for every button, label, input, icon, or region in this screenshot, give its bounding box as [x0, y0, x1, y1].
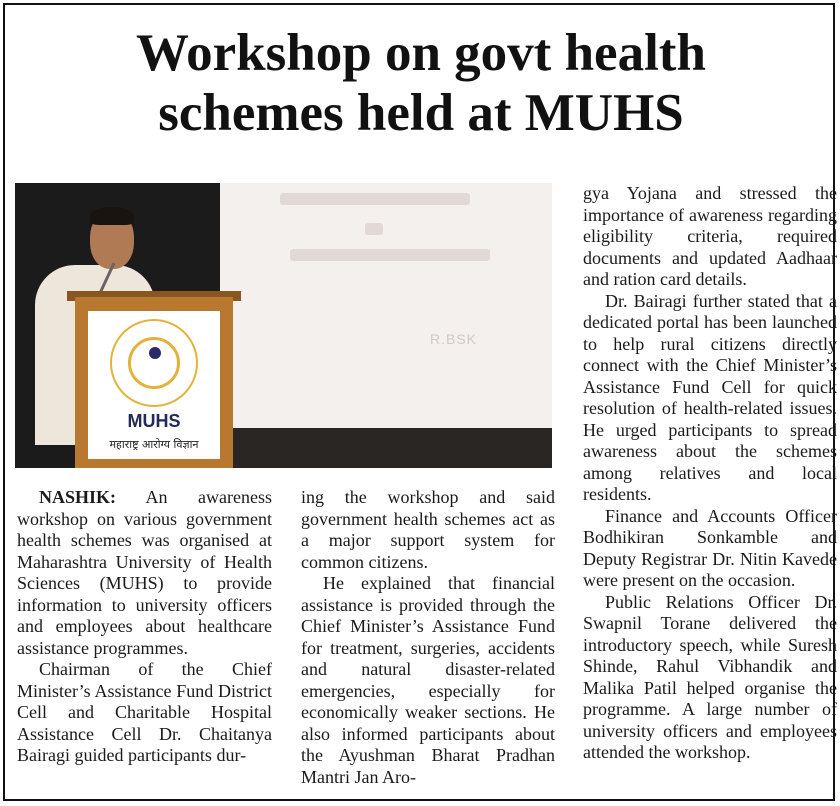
column-1 [17, 487, 272, 767]
stage-floor [220, 428, 552, 468]
paragraph [17, 487, 272, 659]
projection-screen [220, 183, 552, 428]
paragraph: gya Yojana and stressed the importance of awareness regarding eligibility criteria, required documents and updated Aadhaar and ration card details. [583, 183, 837, 289]
podium-logo-text: MUHS [127, 411, 181, 431]
article-photo [15, 183, 552, 468]
column-2 [301, 487, 555, 788]
logo-figure [149, 347, 161, 359]
paragraph-text: An awareness workshop on various government health schemes was organised at Maharashtra University of Health Sciences (MUHS) to provide information to university officers and employees about healthcare assistance programmes. [17, 487, 272, 658]
screen-text-line [365, 223, 383, 235]
paragraph: ing the workshop and said government health schemes act as a major support system for common citizens. [301, 487, 555, 572]
muhs-logo-icon [110, 319, 198, 407]
headline-line-1: Workshop on govt health [136, 24, 706, 82]
paragraph: Dr. Bairagi further stated that a dedicated portal has been launched to help rural citizens directly connect with the Chief Minister’s Assistance Fund Cell for quick resolution of health-related issues. He urged participants to spread awareness about the schemes among relatives and local residents. [583, 290, 837, 504]
paragraph: He explained that financial assistance is provided through the Chief Minister’s Assistance Fund for treatment, surgeries, accidents and natural disaster-related emergencies, especially for economically weaker sections. He also informed participants about the Ayushman Bharat Pradhan Mantri Jan Aro- [301, 573, 555, 787]
logo-ring [128, 337, 180, 389]
podium-subtitle: महाराष्ट्र आरोग्य विज्ञान [109, 438, 199, 451]
headline-line-2: schemes held at MUHS [158, 84, 684, 142]
podium [75, 297, 233, 468]
paragraph: Finance and Accounts Officer Bodhikiran Sonkamble and Deputy Registrar Dr. Nitin Kavede were present on the occasion. [583, 505, 837, 590]
paragraph: Chairman of the Chief Minister’s Assistance Fund District Cell and Charitable Hospital Assistance Cell Dr. Chaitanya Bairagi guided participants dur- [17, 659, 272, 765]
headline [5, 23, 837, 143]
screen-text-line [290, 249, 490, 261]
column-3 [583, 183, 837, 764]
speaker-hair [90, 207, 134, 225]
podium-panel [88, 311, 220, 459]
article-frame [3, 3, 835, 801]
paragraph: Public Relations Officer Dr. Swapnil Torane delivered the introductory speech, while Suresh Shinde, Rahul Vibhandik and Malika Patil helped organise the programme. A large number of university officers and employees attended the workshop. [583, 591, 837, 762]
screen-watermark: R.BSK [430, 331, 478, 347]
screen-text-line [280, 193, 470, 205]
dateline: NASHIK: [39, 487, 117, 507]
